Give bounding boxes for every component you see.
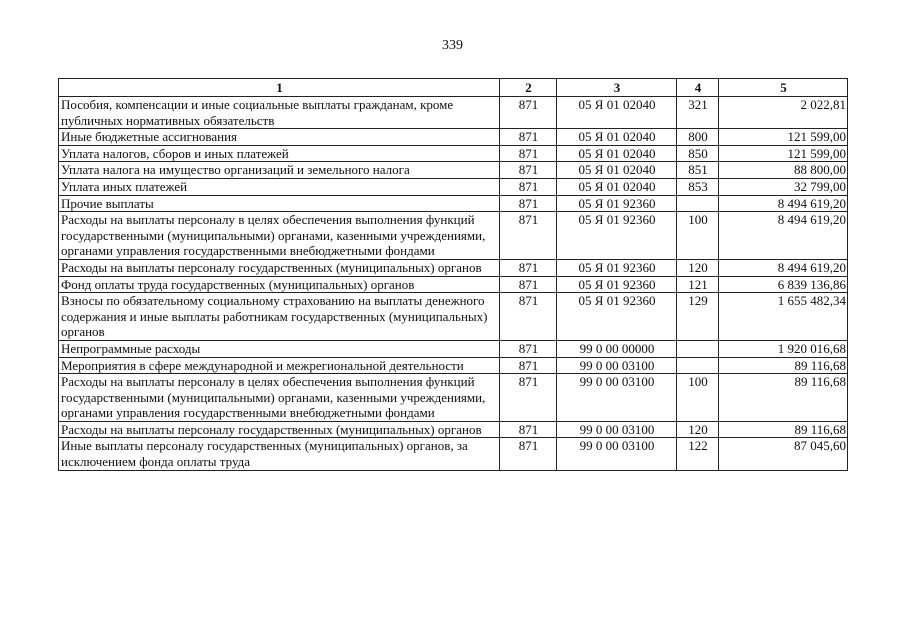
row-target-article: 05 Я 01 02040	[557, 129, 677, 146]
row-expense-type: 100	[677, 212, 719, 260]
row-amount: 6 839 136,86	[719, 276, 848, 293]
row-name: Непрограммные расходы	[59, 340, 500, 357]
row-department-code: 871	[500, 162, 557, 179]
page-number: 339	[442, 38, 463, 53]
table-row	[59, 129, 848, 146]
row-amount: 121 599,00	[719, 145, 848, 162]
table-row	[59, 438, 848, 470]
row-department-code: 871	[500, 145, 557, 162]
row-amount: 1 655 482,34	[719, 293, 848, 341]
table-row	[59, 97, 848, 129]
table-row	[59, 293, 848, 341]
row-amount: 87 045,60	[719, 438, 848, 470]
row-expense-type: 851	[677, 162, 719, 179]
table-row	[59, 162, 848, 179]
table-row	[59, 195, 848, 212]
row-target-article: 99 0 00 03100	[557, 421, 677, 438]
row-department-code: 871	[500, 357, 557, 374]
table-body	[59, 97, 848, 471]
table-row	[59, 340, 848, 357]
table-row	[59, 276, 848, 293]
row-target-article: 99 0 00 00000	[557, 340, 677, 357]
row-department-code: 871	[500, 421, 557, 438]
row-department-code: 871	[500, 129, 557, 146]
row-amount: 89 116,68	[719, 421, 848, 438]
row-department-code: 871	[500, 97, 557, 129]
row-target-article: 05 Я 01 02040	[557, 97, 677, 129]
row-target-article: 05 Я 01 92360	[557, 276, 677, 293]
row-amount: 89 116,68	[719, 374, 848, 422]
row-name: Мероприятия в сфере международной и межрегиональной деятельности	[59, 357, 500, 374]
row-name: Иные выплаты персоналу государственных (муниципальных) органов, за исключением фонда оплаты труда	[59, 438, 500, 470]
row-expense-type: 853	[677, 178, 719, 195]
row-name: Уплата налога на имущество организаций и земельного налога	[59, 162, 500, 179]
row-target-article: 99 0 00 03100	[557, 438, 677, 470]
row-amount: 1 920 016,68	[719, 340, 848, 357]
row-target-article: 05 Я 01 02040	[557, 145, 677, 162]
row-amount: 88 800,00	[719, 162, 848, 179]
row-expense-type: 100	[677, 374, 719, 422]
row-department-code: 871	[500, 195, 557, 212]
row-name: Уплата налогов, сборов и иных платежей	[59, 145, 500, 162]
table-row	[59, 421, 848, 438]
row-target-article: 99 0 00 03100	[557, 357, 677, 374]
row-expense-type	[677, 195, 719, 212]
row-department-code: 871	[500, 178, 557, 195]
row-name: Пособия, компенсации и иные социальные выплаты гражданам, кроме публичных нормативных обязательств	[59, 97, 500, 129]
table-row	[59, 145, 848, 162]
row-amount: 8 494 619,20	[719, 259, 848, 276]
row-name: Фонд оплаты труда государственных (муниципальных) органов	[59, 276, 500, 293]
row-department-code: 871	[500, 374, 557, 422]
row-target-article: 05 Я 01 02040	[557, 178, 677, 195]
table-header-row	[59, 79, 848, 97]
row-name: Иные бюджетные ассигнования	[59, 129, 500, 146]
header-cell-department: 2	[500, 79, 557, 97]
row-target-article: 99 0 00 03100	[557, 374, 677, 422]
row-expense-type: 120	[677, 421, 719, 438]
row-name: Прочие выплаты	[59, 195, 500, 212]
row-amount: 8 494 619,20	[719, 212, 848, 260]
row-expense-type: 121	[677, 276, 719, 293]
row-expense-type: 850	[677, 145, 719, 162]
row-amount: 121 599,00	[719, 129, 848, 146]
row-department-code: 871	[500, 340, 557, 357]
header-cell-name: 1	[59, 79, 500, 97]
row-department-code: 871	[500, 259, 557, 276]
row-expense-type	[677, 340, 719, 357]
row-expense-type	[677, 357, 719, 374]
row-amount: 89 116,68	[719, 357, 848, 374]
row-target-article: 05 Я 01 92360	[557, 259, 677, 276]
table-row	[59, 374, 848, 422]
row-target-article: 05 Я 01 92360	[557, 212, 677, 260]
row-amount: 32 799,00	[719, 178, 848, 195]
row-name: Взносы по обязательному социальному страхованию на выплаты денежного содержания и иные выплаты работникам государственных (муниципальных) органов	[59, 293, 500, 341]
row-name: Расходы на выплаты персоналу в целях обеспечения выполнения функций государственными (муниципальными) органами, казенными учреждениями, органами управления государственными внебюджетными фондами	[59, 212, 500, 260]
row-target-article: 05 Я 01 02040	[557, 162, 677, 179]
row-name: Уплата иных платежей	[59, 178, 500, 195]
row-amount: 2 022,81	[719, 97, 848, 129]
budget-table	[58, 78, 848, 471]
table-row	[59, 259, 848, 276]
row-name: Расходы на выплаты персоналу государственных (муниципальных) органов	[59, 421, 500, 438]
row-amount: 8 494 619,20	[719, 195, 848, 212]
table-row	[59, 178, 848, 195]
row-department-code: 871	[500, 293, 557, 341]
row-name: Расходы на выплаты персоналу в целях обеспечения выполнения функций государственными (муниципальными) органами, казенными учреждениями, органами управления государственными внебюджетными фондами	[59, 374, 500, 422]
row-expense-type: 129	[677, 293, 719, 341]
header-cell-amount: 5	[719, 79, 848, 97]
row-department-code: 871	[500, 212, 557, 260]
row-target-article: 05 Я 01 92360	[557, 195, 677, 212]
row-expense-type: 800	[677, 129, 719, 146]
row-expense-type: 122	[677, 438, 719, 470]
row-department-code: 871	[500, 276, 557, 293]
table-row	[59, 212, 848, 260]
row-target-article: 05 Я 01 92360	[557, 293, 677, 341]
row-name: Расходы на выплаты персоналу государственных (муниципальных) органов	[59, 259, 500, 276]
table-row	[59, 357, 848, 374]
header-cell-target-article: 3	[557, 79, 677, 97]
row-department-code: 871	[500, 438, 557, 470]
header-cell-expense-type: 4	[677, 79, 719, 97]
row-expense-type: 120	[677, 259, 719, 276]
row-expense-type: 321	[677, 97, 719, 129]
